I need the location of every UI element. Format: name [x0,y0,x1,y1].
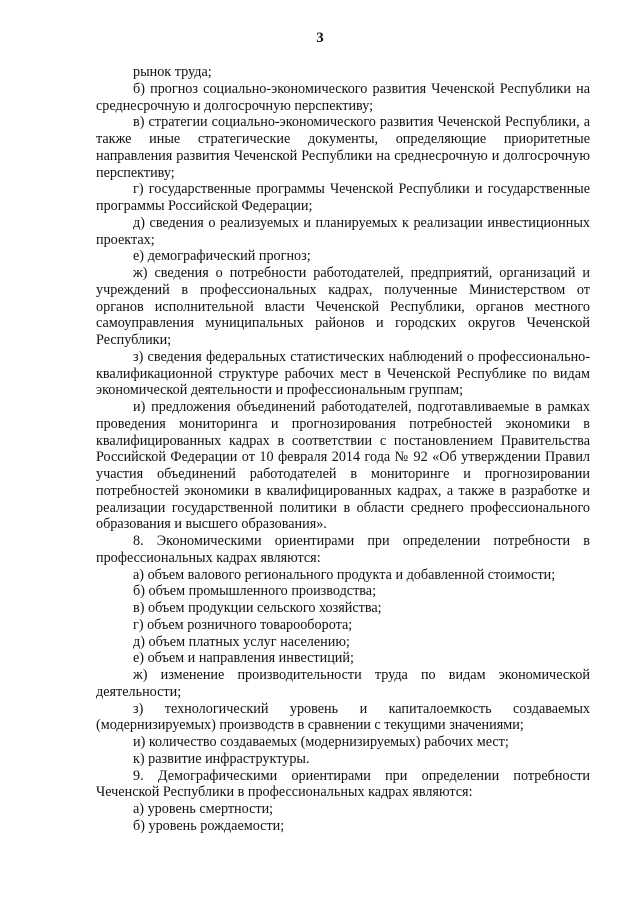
list-item-a-mortality: а) уровень смертности; [133,801,274,817]
list-item-a-grp: а) объем валового регионального продукта и добавленной стоимости; [133,566,556,583]
list-item-i-employer-proposals: и) предложения объединений работодателей, подготавливаемые в рамках проведения мониторинга и прогнозирования потребностей экономики в квалифицированных кадрах в соответствии с постановлением Правительства Российской Федерации от 10 февраля 2014 года № 92 «Об утверждении Правил участия объединений работодателей в мониторинге и прогнозировании потребностей экономики в квалифицированных кадрах, а также в разработке и реализации государственной политики в области среднего профессионального образования и высшего образования». [96,399,590,533]
paragraph-continuation-labor-market: рынок труда; [133,64,212,80]
list-item-e-investments: е) объем и направления инвестиций; [133,650,354,667]
list-item-b-birth-rate: б) уровень рождаемости; [133,817,285,834]
list-item-z-technology-level: з) технологический уровень и капиталоемкость создаваемых (модернизируемых) производств в сравнении с текущими значениями; [96,700,590,734]
list-item-v-agriculture-output: в) объем продукции сельского хозяйства; [133,600,382,616]
list-item-zh-productivity: ж) изменение производительности труда по видам экономической деятельности; [96,667,590,700]
list-item-g-retail-turnover: г) объем розничного товарооборота; [133,616,353,633]
list-item-i-new-jobs: и) количество создаваемых (модернизируемых) рабочих мест; [133,734,509,750]
list-item-v-strategies: в) стратегии социально-экономического развития Чеченской Республики, а также иные стратегические документы, определяющие приоритетные направления развития Чеченской Республики на среднесрочную и долгосрочную перспективу; [96,114,590,181]
list-item-e-demographic-forecast: е) демографический прогноз; [133,248,311,265]
list-item-b-forecast: б) прогноз социально-экономического развития Чеченской Республики на среднесрочную и долгосрочную перспективу; [96,80,590,114]
list-item-k-infrastructure: к) развитие инфраструктуры. [133,750,310,767]
list-item-d-paid-services: д) объем платных услуг населению; [133,633,350,650]
list-item-d-investment-projects: д) сведения о реализуемых и планируемых к реализации инвестиционных проектах; [96,214,590,248]
section-8-economic-guidelines: 8. Экономическими ориентирами при определении потребности в профессиональных кадрах являются: [96,533,590,566]
document-body [96,64,590,835]
list-item-b-industrial-output: б) объем промышленного производства; [133,583,377,600]
list-item-zh-employer-needs: ж) сведения о потребности работодателей, предприятий, организаций и учреждений в профессиональных кадрах, полученные Министерством от органов исполнительной власти Чеченской Республики, органов местного самоуправления муниципальных районов и городских округов Чеченской Республики; [96,265,590,348]
list-item-g-state-programs: г) государственные программы Чеченской Республики и государственные программы Российской Федерации; [96,181,590,214]
list-item-z-statistical-data: з) сведения федеральных статистических наблюдений о профессионально-квалификационной структуре рабочих мест в Чеченской Республике по видам экономической деятельности и профессиональным группам; [96,348,590,399]
section-9-demographic-guidelines: 9. Демографическими ориентирами при определении потребности Чеченской Республики в профессиональных кадрах являются: [96,767,590,801]
page-number: 3 [316,30,324,46]
